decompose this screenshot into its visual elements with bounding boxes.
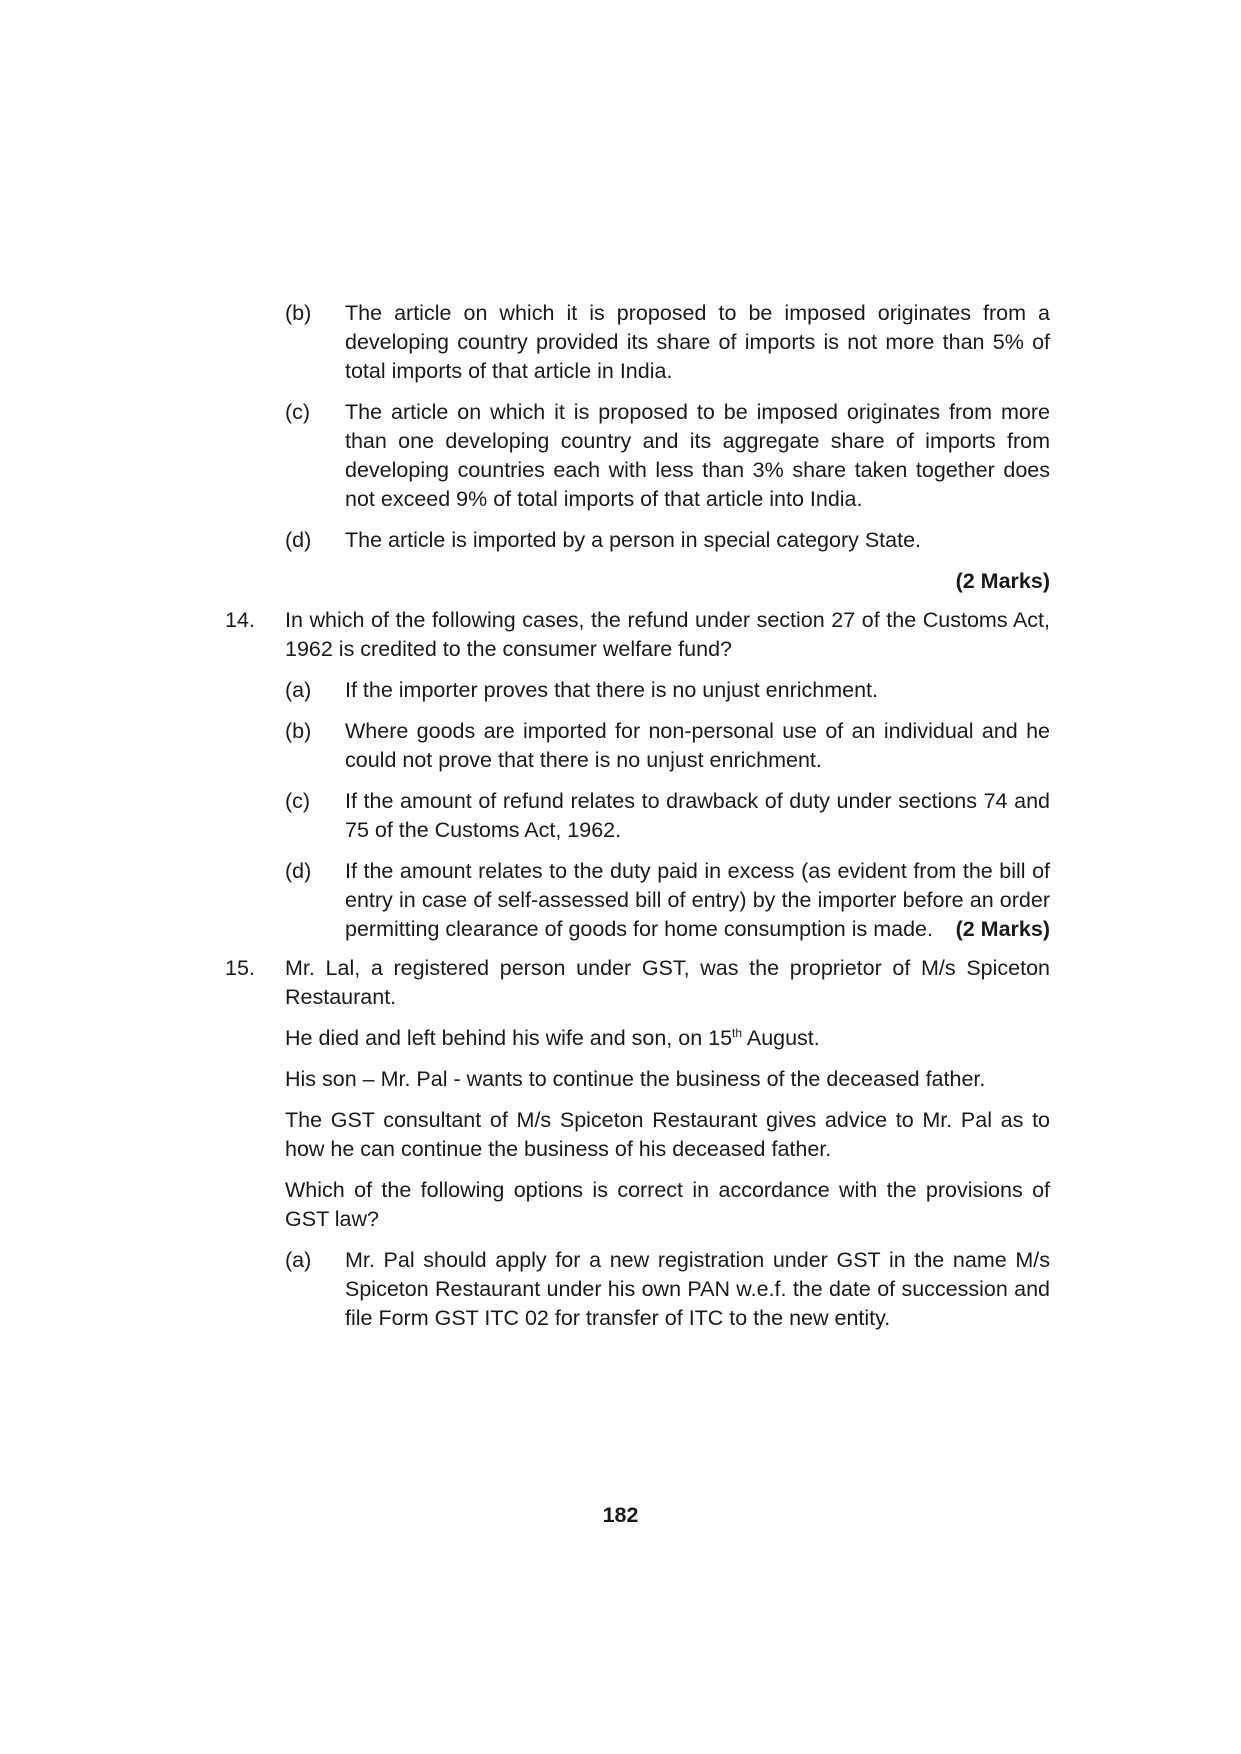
q14-option-b	[285, 717, 1050, 775]
q13-options	[285, 299, 1050, 555]
question-15	[225, 954, 1050, 1333]
option-text: Mr. Pal should apply for a new registration under GST in the name M/s Spiceton Restaurant under his own PAN w.e.f. the date of succession and file Form GST ITC 02 for transfer of ITC to the new entity.	[345, 1248, 1050, 1330]
q13-option-c	[285, 398, 1050, 514]
option-text-content: If the amount relates to the duty paid in excess (as evident from the bill of entry in case of self-assessed bill of entry) by the importer before an order permitting clearance of goods for home consumption is made.	[345, 859, 1050, 941]
option-letter: (a)	[285, 1248, 312, 1272]
option-letter: (d)	[285, 528, 312, 552]
q14-option-a	[285, 676, 1050, 705]
q14-marks: (2 Marks)	[955, 917, 1050, 941]
question-text: In which of the following cases, the refund under section 27 of the Customs Act, 1962 is credited to the consumer welfare fund?	[285, 608, 1050, 661]
option-text: If the amount of refund relates to drawback of duty under sections 74 and 75 of the Customs Act, 1962.	[345, 789, 1050, 842]
option-text	[345, 857, 1050, 944]
superscript: th	[732, 1025, 743, 1040]
question-14	[225, 606, 1050, 944]
question-number: 15.	[225, 956, 255, 980]
question-para-3: The GST consultant of M/s Spiceton Restaurant gives advice to Mr. Pal as to how he can continue the business of his deceased father.	[285, 1108, 1050, 1161]
question-number: 14.	[225, 608, 255, 632]
question-para-2: His son – Mr. Pal - wants to continue the business of the deceased father.	[285, 1067, 986, 1091]
option-letter: (b)	[285, 301, 312, 325]
q15-option-a	[285, 1246, 1050, 1333]
option-letter: (a)	[285, 678, 312, 702]
q13-marks: (2 Marks)	[955, 569, 1050, 593]
option-text: The article on which it is proposed to be imposed originates from more than one developing country and its aggregate share of imports from developing countries each with less than 3% share taken together does not exceed 9% of total imports of that article into India.	[345, 400, 1050, 511]
page-number: 182	[602, 1503, 639, 1527]
option-letter: (b)	[285, 719, 312, 743]
option-letter: (d)	[285, 859, 312, 883]
question-para-4: Which of the following options is correct in accordance with the provisions of GST law?	[285, 1178, 1050, 1231]
q14-option-d	[285, 857, 1050, 944]
question-body	[285, 606, 1050, 944]
para-text: He died and left behind his wife and son, on 15	[285, 1026, 733, 1050]
option-text: The article is imported by a person in special category State.	[345, 528, 922, 552]
q14-option-c	[285, 787, 1050, 845]
para-text: August.	[742, 1026, 820, 1050]
option-letter: (c)	[285, 789, 311, 813]
page-content	[225, 299, 1050, 1333]
question-body	[285, 954, 1050, 1333]
q13-option-b	[285, 299, 1050, 386]
question-intro: Mr. Lal, a registered person under GST, was the proprietor of M/s Spiceton Restaurant.	[285, 956, 1050, 1009]
question-para-1	[285, 1024, 1050, 1053]
option-text: If the importer proves that there is no unjust enrichment.	[345, 678, 878, 702]
option-text: The article on which it is proposed to be imposed originates from a developing country provided its share of imports is not more than 5% of total imports of that article in India.	[345, 301, 1050, 383]
option-text: Where goods are imported for non-personal use of an individual and he could not prove that there is no unjust enrichment.	[345, 719, 1050, 772]
q13-option-d	[285, 526, 1050, 555]
option-letter: (c)	[285, 400, 311, 424]
